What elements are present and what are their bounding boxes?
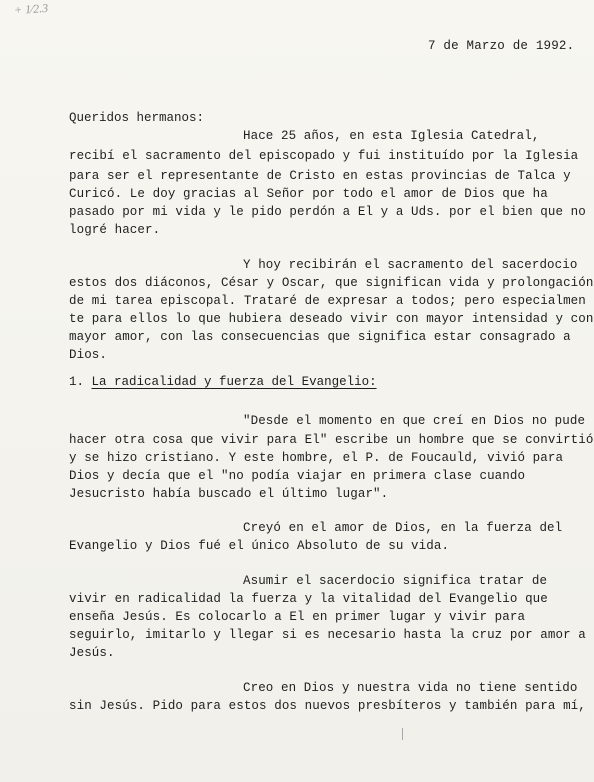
paragraph-4-line-2: Evangelio y Dios fué el único Absoluto de su vida. <box>69 539 450 553</box>
paragraph-5-line-3: enseña Jesús. Es colocarlo a El en primer lugar y vivir para <box>69 610 526 624</box>
margin-tick <box>402 728 403 740</box>
section-heading <box>69 375 377 389</box>
paragraph-3-line-4: Dios y decía que el "no podía viajar en primera clase cuando <box>69 469 526 483</box>
paragraph-6-line-1: Creo en Dios y nuestra vida no tiene sentido <box>243 681 578 695</box>
paragraph-3-line-3: y se hizo cristiano. Y este hombre, el P. de Foucauld, vivió para <box>69 451 564 465</box>
paragraph-1-line-6: logré hacer. <box>69 223 161 237</box>
paragraph-6-line-2: sin Jesús. Pido para estos dos nuevos presbíteros y también para mí, <box>69 699 586 713</box>
section-title: La radicalidad y fuerza del Evangelio: <box>91 375 377 389</box>
paragraph-5-line-4: seguirlo, imitarlo y llegar si es necesario hasta la cruz por amor a <box>69 628 586 642</box>
paragraph-1-line-3: para ser el representante de Cristo en estas provincias de Talca y <box>69 169 571 183</box>
letter-date: 7 de Marzo de 1992. <box>428 39 575 53</box>
paragraph-5-line-5: Jesús. <box>69 646 115 660</box>
paragraph-2-line-1: Y hoy recibirán el sacramento del sacerdocio <box>243 258 578 272</box>
archive-mark: + 1∕2.3 <box>13 0 49 18</box>
salutation: Queridos hermanos: <box>69 111 205 125</box>
paragraph-1-line-1: Hace 25 años, en esta Iglesia Catedral, <box>243 129 540 143</box>
paragraph-2-line-5: mayor amor, con las consecuencias que significa estar consagrado a <box>69 330 571 344</box>
paragraph-1-line-5: pasado por mi vida y le pido perdón a El y a Uds. por el bien que no <box>69 205 586 219</box>
paragraph-3-line-2: hacer otra cosa que vivir para El" escribe un hombre que se convirtió <box>69 433 594 447</box>
paragraph-2-line-4: te para ellos lo que hubiera deseado vivir con mayor intensidad y con <box>69 312 594 326</box>
section-number: 1. <box>69 375 85 389</box>
paragraph-3-line-5: Jesucristo había buscado el último lugar". <box>69 487 389 501</box>
paragraph-4-line-1: Creyó en el amor de Dios, en la fuerza del <box>243 521 563 535</box>
paragraph-2-line-2: estos dos diáconos, César y Oscar, que significan vida y prolongación <box>69 276 594 290</box>
paragraph-2-line-3: de mi tarea episcopal. Trataré de expresar a todos; pero especialmen <box>69 294 586 308</box>
paragraph-2-line-6: Dios. <box>69 348 108 362</box>
paragraph-5-line-2: vivir en radicalidad la fuerza y la vitalidad del Evangelio que <box>69 592 548 606</box>
paragraph-3-line-1: "Desde el momento en que creí en Dios no pude <box>243 414 586 428</box>
paragraph-1-line-4: Curicó. Le doy gracias al Señor por todo el amor de Dios que ha <box>69 187 548 201</box>
paragraph-1-line-2: recibí el sacramento del episcopado y fui instituído por la Iglesia <box>69 149 579 163</box>
paragraph-5-line-1: Asumir el sacerdocio significa tratar de <box>243 574 548 588</box>
